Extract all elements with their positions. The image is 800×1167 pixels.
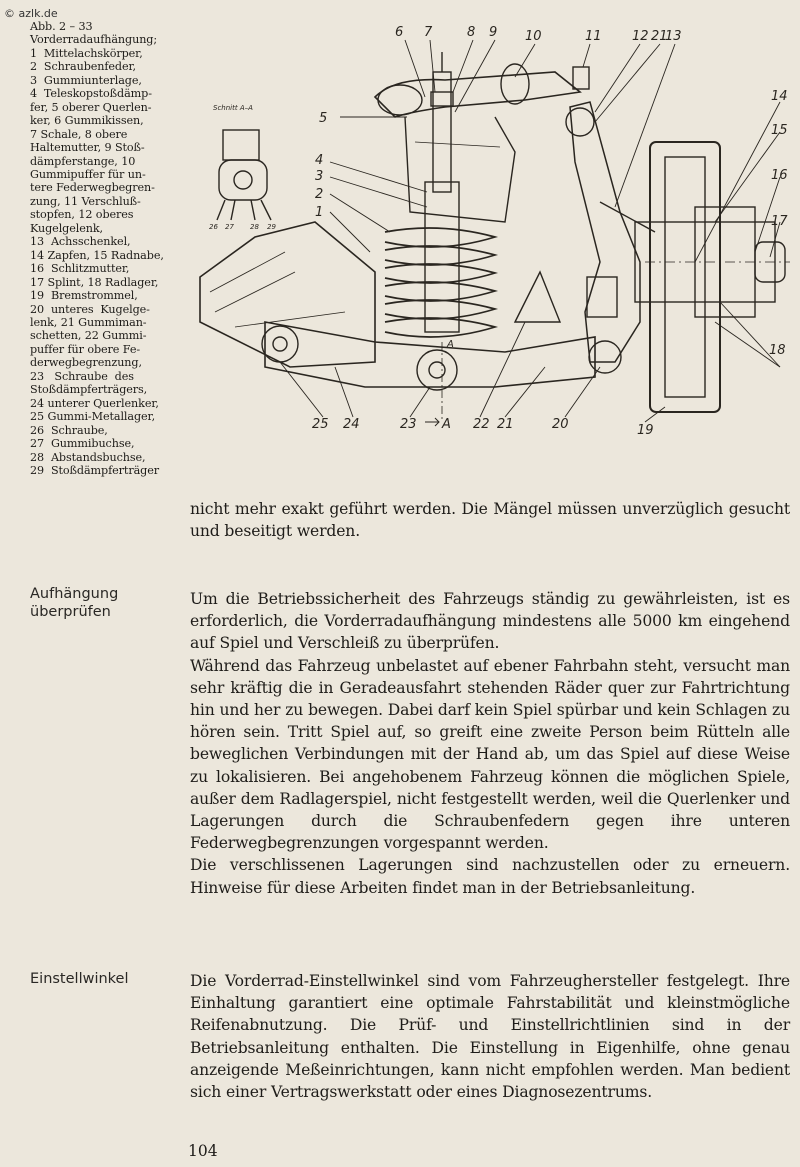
callout-number: 14 <box>771 89 788 104</box>
callout-number: 19 <box>637 423 654 438</box>
callout-number: 8 <box>467 25 476 40</box>
watermark: © azlk.de <box>4 7 58 20</box>
callout-number: 18 <box>769 343 786 358</box>
callout-number: 12 <box>632 29 649 44</box>
callout-number: 15 <box>771 123 788 138</box>
callout-number: 9 <box>489 25 498 40</box>
suspension-drawing <box>195 22 795 457</box>
callout-number: 7 <box>424 25 433 40</box>
callout-number: 23 <box>400 417 417 432</box>
callout-number: 17 <box>771 214 788 229</box>
section-number: 29 <box>267 223 276 231</box>
callout-number: 22 <box>473 417 490 432</box>
brake-drum <box>600 142 790 412</box>
callout-number: 16 <box>771 168 788 183</box>
steering-knuckle <box>570 102 640 362</box>
section-number: 27 <box>225 223 234 231</box>
callout-number: 21 <box>651 29 668 44</box>
coil-spring <box>385 228 495 337</box>
callout-number: 2 <box>315 187 324 202</box>
section-view <box>209 104 276 231</box>
section-number: 28 <box>250 223 259 231</box>
intro-paragraph: nicht mehr exakt geführt werden. Die Mängel müssen unverzüglich gesucht und beseitigt werden. <box>190 500 790 541</box>
callout-number: 10 <box>525 29 542 44</box>
callout-number: 24 <box>343 417 360 432</box>
callout-number: 4 <box>315 153 324 168</box>
rubber-buffer <box>515 272 560 322</box>
callout-number: 5 <box>319 111 328 126</box>
callout-number: 6 <box>395 25 404 40</box>
callout-number: 25 <box>312 417 329 432</box>
section-label-einstellwinkel: Einstellwinkel <box>30 971 129 987</box>
callout-number: 13 <box>665 29 682 44</box>
section-number: 26 <box>209 223 218 231</box>
callout-number: 21 <box>497 417 514 432</box>
section-marker: A <box>447 339 454 350</box>
upper-arm <box>375 72 580 117</box>
section-marker-label: A <box>442 417 451 432</box>
callout-number: 3 <box>315 169 324 184</box>
section-title: Schnitt A–A <box>213 104 253 112</box>
figure-caption: Abb. 2 – 33 Vorderradaufhängung; 1 Mittelachskörper, 2 Schraubenfeder, 3 Gummiunterlage, 4 Teleskopstoßdämp- fer, 5 oberer Querlen- ker, 6 Gummikissen, 7 Schale, 8 obere Haltemutter, 9 Stoß- dämpferstange, 10 Gummipuffer für un- tere Federwegbegren- zung, 11 Verschluß- stopfen, 12 oberes Kugelgelenk, 13 Achsschenkel, 14 Zapfen, 15 Radnabe, 16 Schlitzmutter, 17 Splint, 18 Radlager, 19 Bremstrommel, 20 unteres Kugelge- lenk, 21 Gummiman- schetten, 22 Gummi- puffer für obere Fe- derwegbegrenzung, 23 Schraube des Stoßdämpferträgers, 24 unterer Querlenker, 25 Gummi-Metallager, 26 Schraube, 27 Gummibuchse, 28 Abstandsbuchse, 29 Stoßdämpferträger <box>30 20 164 477</box>
callout-number: 11 <box>585 29 602 44</box>
section-text-einstellwinkel: Die Vorderrad-Einstellwinkel sind vom Fahrzeughersteller festgelegt. Ihre Einhaltung garantiert eine optimale Fahrstabilität und kleinstmögliche Reifenabnutzung. Die Prüf- und Einstellrichtlinien sind in der Betriebsanleitung enthalten. Die Einstellung in Eigenhilfe, ohne genau anzeigende Meßeinrichtungen, kann nicht empfohlen werden. Man bedient sich einer Vertragswerkstatt oder eines Diagnosezentrums. <box>190 972 790 1102</box>
callout-number: 1 <box>315 205 324 220</box>
section-label-aufhaengung: Aufhängung überprüfen <box>30 586 119 620</box>
page-number: 104 <box>188 1142 218 1160</box>
shock-absorber <box>425 52 459 332</box>
callout-number: 20 <box>552 417 569 432</box>
section-text-aufhaengung: Um die Betriebssicherheit des Fahrzeugs ständig zu gewährleisten, ist es erforderlich, die Vorderradaufhängung mindestens alle 5000 km eingehend auf Spiel und Verschleiß zu überprüfen. Während das Fahrzeug unbelastet auf ebener Fahrbahn steht, versucht man sehr kräftig die in Geradeausfahrt stehenden Räder quer zur Fahrtrichtung hin und her zu bewegen. Dabei darf kein Spiel spürbar und kein Schlagen zu hören sein. Tritt Spiel auf, so greift eine zweite Person beim Rütteln alle beweglichen Verbindungen mit der Hand ab, um das Spiel auf diese Weise zu lokalisieren. Bei angehobenem Fahrzeug können die möglichen Spiele, außer dem Radlagerspiel, nicht festgestellt werden, weil die Querlenker und Lagerungen durch die Schraubenfedern gegen ihre unteren Federwegbegrenzungen vorgespannt werden. Die verschlissenen Lagerungen sind nachzustellen oder zu erneuern. Hinweise für diese Arbeiten findet man in der Betriebsanleitung. <box>190 590 790 897</box>
